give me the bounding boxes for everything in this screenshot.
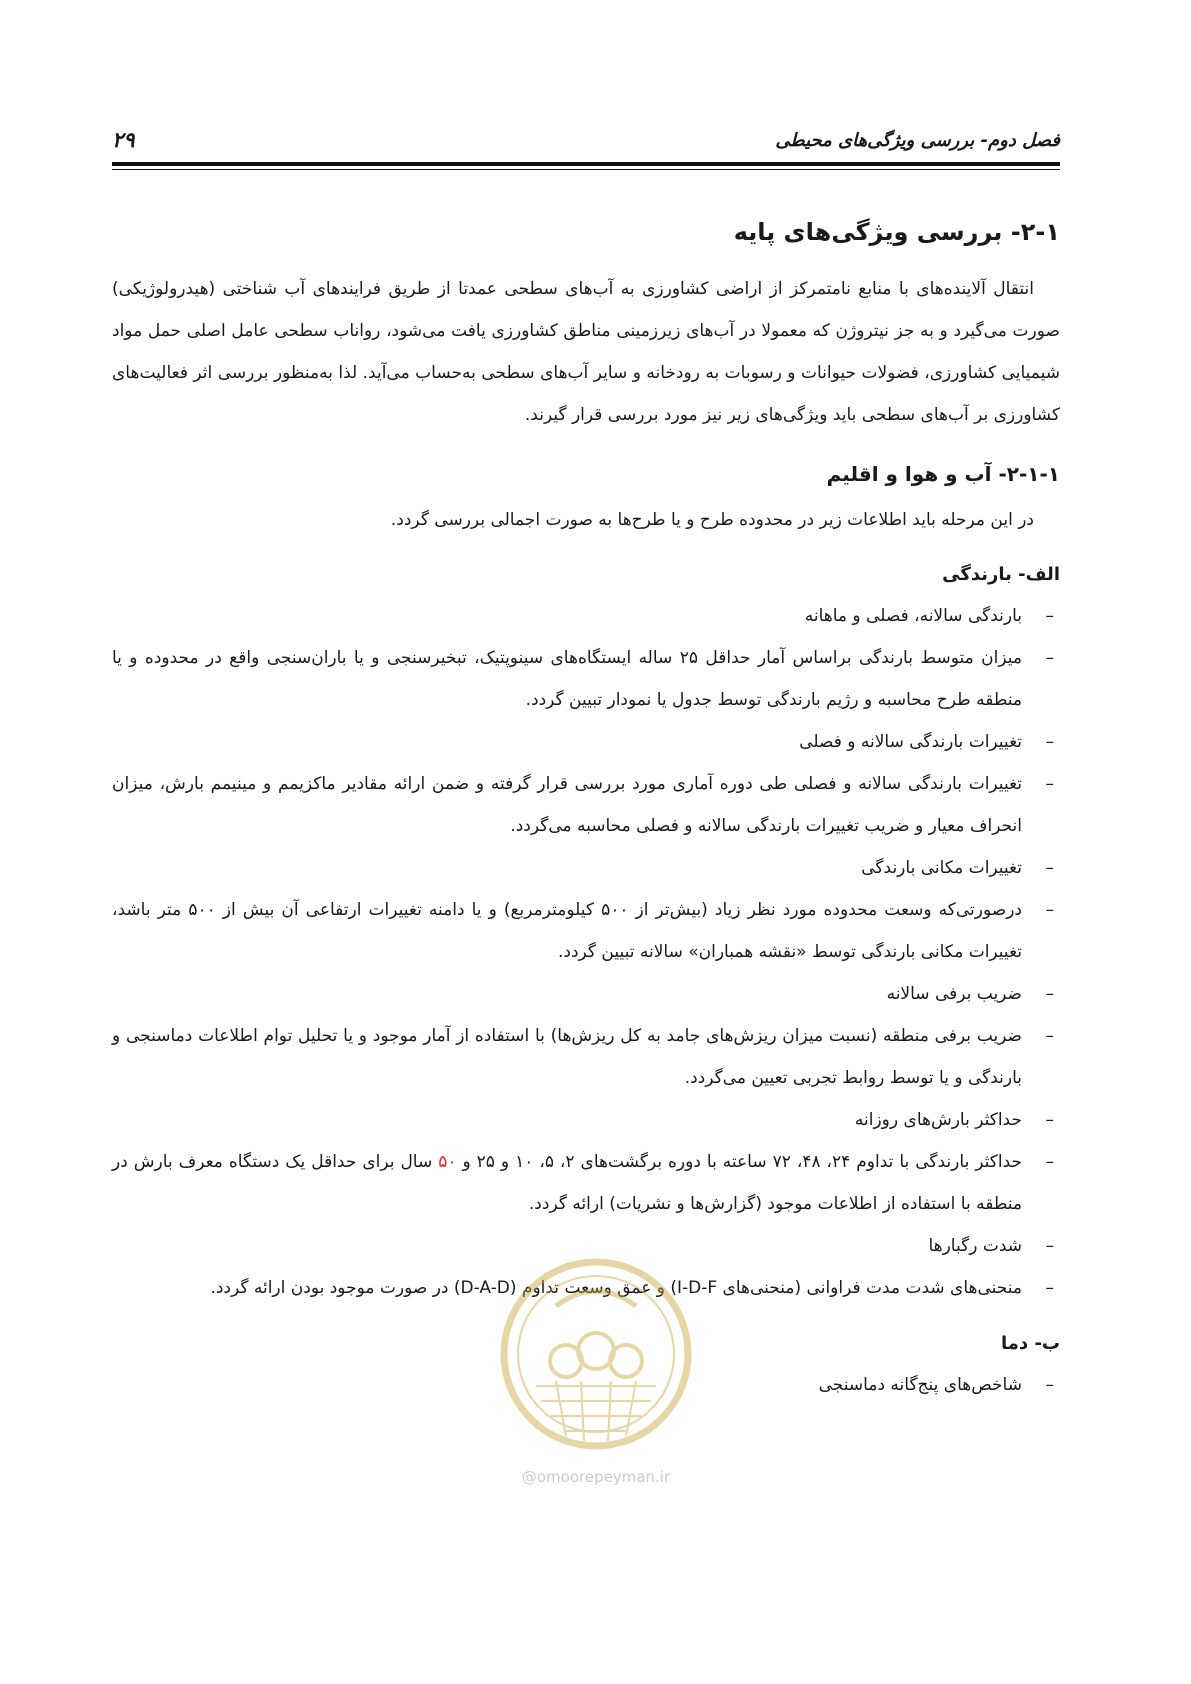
- page-content: [112, 200, 1060, 1406]
- dash-bullet: –: [1045, 900, 1054, 920]
- list-item: [112, 595, 1060, 637]
- section-heading: ۲-۱- بررسی ویژگی‌های پایه: [733, 218, 1060, 246]
- list-item-text: تغییرات مکانی بارندگی: [861, 858, 1022, 878]
- highlighted-number: ۵۰: [438, 1152, 457, 1172]
- list-item-text: تغییرات بارندگی سالانه و فصلی طی دوره آماری مورد بررسی قرار گرفته و ضمن ارائه مقادیر ماکزیمم و مینیمم بارش، میزان انحراف معیار و ضریب تغییرات بارندگی سالانه و فصلی محاسبه می‌گردد.: [112, 774, 1022, 836]
- list-item: [112, 847, 1060, 889]
- list-item-text: ضریب برفی منطقه (نسبت میزان ریزش‌های جامد به کل ریزش‌ها) با استفاده از آمار موجود و یا تحلیل توام اطلاعات دماسنجی و بارندگی و یا توسط روابط تجربی تعیین می‌گردد.: [112, 1026, 1022, 1088]
- list-item-text: حداکثر بارش‌های روزانه: [854, 1110, 1022, 1130]
- part-a-heading: الف- بارندگی: [942, 564, 1060, 585]
- watermark-seal-icon: [496, 1246, 696, 1461]
- list-item: [112, 1141, 1060, 1225]
- dash-bullet: –: [1045, 732, 1054, 752]
- dash-bullet: –: [1045, 648, 1054, 668]
- list-item: [112, 973, 1060, 1015]
- list-item-text: تغییرات بارندگی سالانه و فصلی: [799, 732, 1022, 752]
- list-item-text: ضریب برفی سالانه: [886, 984, 1022, 1004]
- list-item: [112, 1015, 1060, 1099]
- dash-bullet: –: [1045, 1152, 1054, 1172]
- header-rule-thick: [112, 162, 1060, 166]
- list-item-text-end: سال برای حداقل یک دستگاه معرف بارش در منطقه با استفاده از اطلاعات موجود (گزارش‌ها و نشریات) ارائه گردد.: [112, 1152, 1022, 1214]
- list-item: [112, 763, 1060, 847]
- subsection-heading: ۲-۱-۱- آب و هوا و اقلیم: [826, 462, 1060, 486]
- header-rule-thin: [112, 169, 1060, 170]
- section-paragraph: انتقال آلاینده‌های با منابع نامتمرکز از اراضی کشاورزی به آب‌های سطحی عمدتا از طریق فرایندهای آب شناختی (هیدرولوژیکی) صورت می‌گیرد و به جز نیتروژن که معمولا در آب‌های زیرزمینی مناطق کشاورزی یافت می‌شود، رواناب سطحی عامل اصلی حمل مواد شیمیایی کشاورزی، فضولات حیوانات و رسوبات به رودخانه و سایر آب‌های سطحی به‌حساب می‌آید. لذا به‌منظور بررسی اثر فعالیت‌های کشاورزی بر آب‌های سطحی باید ویژگی‌های زیر نیز مورد بررسی قرار گیرند.: [112, 279, 1060, 425]
- list-item-text-start: حداکثر بارندگی با تداوم ۲۴، ۴۸، ۷۲ ساعته با دوره برگشت‌های ۲، ۵، ۱۰ و ۲۵ و: [456, 1152, 1023, 1172]
- list-item-text: درصورتی‌که وسعت محدوده مورد نظر زیاد (بیش‌تر از ۵۰۰ کیلومترمربع) و یا دامنه تغییرات ارتفاعی آن بیش از ۵۰۰ متر باشد، تغییرات مکانی بارندگی توسط «نقشه همباران» سالانه تبیین گردد.: [112, 900, 1022, 962]
- chapter-title: فصل دوم- بررسی ویژگی‌های محیطی: [775, 130, 1060, 151]
- dash-bullet: –: [1045, 858, 1054, 878]
- dash-bullet: –: [1045, 774, 1054, 794]
- dash-bullet: –: [1045, 606, 1054, 626]
- running-header: [112, 118, 1060, 158]
- page-number: ۲۹: [112, 128, 135, 152]
- dash-bullet: –: [1045, 984, 1054, 1004]
- part-a-list: [112, 595, 1060, 1309]
- list-item-text: منحنی‌های شدت مدت فراوانی (منحنی‌های I-D-F) و عمق وسعت تداوم (D-A-D) در صورت موجود بودن ارائه گردد.: [210, 1278, 1022, 1298]
- dash-bullet: –: [1045, 1375, 1054, 1395]
- dash-bullet: –: [1045, 1110, 1054, 1130]
- dash-bullet: –: [1045, 1026, 1054, 1046]
- watermark-text: @omoorepeyman.ir: [521, 1468, 671, 1486]
- list-item-text: شدت رگبارها: [928, 1236, 1022, 1256]
- list-item-text: میزان متوسط بارندگی براساس آمار حداقل ۲۵ ساله ایستگاه‌های سینوپتیک، تبخیرسنجی و یا باران‌سنجی واقع در محدوده و یا منطقه طرح محاسبه و رژیم بارندگی توسط جدول یا نمودار تبیین گردد.: [112, 648, 1022, 710]
- list-item: [112, 889, 1060, 973]
- part-b-heading: ب- دما: [1001, 1333, 1060, 1354]
- watermark-logo: [496, 1246, 696, 1496]
- dash-bullet: –: [1045, 1236, 1054, 1256]
- list-item: [112, 637, 1060, 721]
- list-item-text: شاخص‌های پنج‌گانه دماسنجی: [818, 1375, 1022, 1395]
- list-item: [112, 1099, 1060, 1141]
- dash-bullet: –: [1045, 1278, 1054, 1298]
- list-item-text: بارندگی سالانه، فصلی و ماهانه: [804, 606, 1022, 626]
- subsection-intro: در این مرحله باید اطلاعات زیر در محدوده طرح و یا طرح‌ها به صورت اجمالی بررسی گردد.: [390, 510, 1034, 530]
- list-item: [112, 721, 1060, 763]
